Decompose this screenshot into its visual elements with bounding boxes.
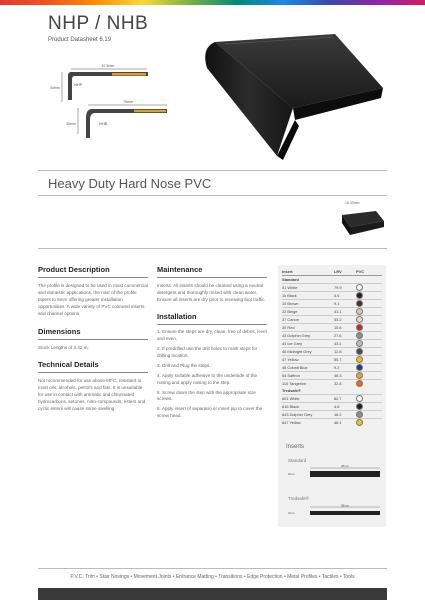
- group-label: Tredsafe®: [282, 387, 301, 393]
- maintenance-text: Inserts. All inserts should be cleaned using a neutral detergent and thoroughly rinsed with clean water. Ensure all inserts are dry prior to receiving foot traffic.: [157, 283, 266, 303]
- insert-lrv: 18.2: [334, 411, 342, 417]
- divider: [38, 195, 387, 196]
- technical-title: Technical Details: [38, 360, 148, 373]
- tredsafe-insert-label: Tredsafe®: [288, 496, 309, 501]
- nhb-label: NHB: [99, 121, 108, 126]
- color-swatch: [356, 403, 363, 410]
- table-row: [282, 418, 382, 426]
- insert-lrv: 9.1: [334, 300, 340, 306]
- maintenance-title: Maintenance: [157, 265, 267, 278]
- footer-links: P.V.C. Trim • Stair Nosings • Movement Joints • Entrance Matting • Transitions • Edge Protection • Metal Profiles • Tactiles • Tools: [70, 574, 355, 580]
- color-swatch: [356, 324, 363, 331]
- table-row: [282, 394, 382, 402]
- technical-text: Not recommended for use above 60ºC, resistant to most oils, alcohols, petrol's and fats. It is unsuitable for use in contact with aromatic and chlorinated hydrocarbons, ketones, nitro-compounds, esters and cyclic esters will cause some swelling.: [38, 377, 146, 412]
- installation-step: 2. If predrilled use the drill holes to mark steps for drilling location.: [157, 346, 258, 358]
- table-row: [282, 379, 382, 387]
- table-row: [282, 402, 382, 410]
- insert-name: 601 White: [282, 395, 300, 401]
- insert-lrv: 4.6: [334, 292, 340, 298]
- color-swatch: [356, 292, 363, 299]
- standard-insert-label: Standard: [288, 458, 307, 463]
- insert-name: 54 Saffron: [282, 372, 300, 378]
- table-row: [282, 331, 382, 339]
- insert-lrv: 4.8: [334, 403, 340, 409]
- table-row: [282, 323, 382, 331]
- nhp-insert-strip: [112, 73, 146, 76]
- installation-step: 5. Screw down the step with the appropriate size screws.: [157, 389, 256, 402]
- description-text: The profile is designed to be used in most commercial and domestic applications, the nosr of the profile tapers to 5mm offering greater installation opportunities. A wide variety of PVC coloured inserts and channel options.: [38, 283, 148, 317]
- insert-lrv: 46.3: [334, 372, 342, 378]
- footer-bar: [38, 588, 387, 600]
- profile-diagram: [44, 62, 174, 142]
- color-swatch: [356, 308, 363, 315]
- nhb-insert-strip: [134, 110, 166, 112]
- insert-name: 1k Black: [282, 292, 297, 298]
- standard-height-label: 6mm: [288, 472, 295, 476]
- installation-steps: [157, 329, 267, 420]
- standard-insert-shape: [310, 471, 380, 477]
- insert-name: 48 Cobalt Blue: [282, 364, 308, 370]
- tredsafe-insert-diagram: [284, 504, 384, 518]
- insert-lrv: 12.8: [334, 348, 342, 354]
- color-swatch: [356, 316, 363, 323]
- insert-name: 616 Black: [282, 403, 300, 409]
- group-label: Standard: [282, 276, 299, 282]
- table-row: [282, 347, 382, 355]
- color-swatch: [356, 372, 363, 379]
- inserts-panel: [278, 265, 386, 527]
- standard-insert-diagram: [284, 464, 384, 480]
- insert-name: 30 Red: [282, 324, 295, 330]
- dimensions-title: Dimensions: [38, 327, 148, 340]
- description-title: Product Description: [38, 265, 148, 278]
- installation-step: 3. Drill and Plug the steps.: [157, 362, 211, 368]
- insert-name: 37 Canoe: [282, 316, 299, 322]
- table-row: [282, 371, 382, 379]
- installation-title: Installation: [157, 312, 267, 325]
- table-row: [282, 315, 382, 323]
- rainbow-stripe: [0, 0, 425, 5]
- color-swatch: [356, 348, 363, 355]
- insert-lrv: 79.9: [334, 284, 342, 290]
- table-group-row: [282, 387, 382, 395]
- insert-name: 647 Yellow: [282, 419, 301, 425]
- insert-name: 43 Dolphin Grey: [282, 332, 311, 338]
- tredsafe-insert-shape: [310, 511, 380, 515]
- nhb-height-label: 30mm: [66, 122, 76, 126]
- insert-lrv: 41.1: [334, 308, 342, 314]
- color-swatch: [356, 332, 363, 339]
- product-thumbnail: [338, 203, 386, 239]
- nhp-label: NHP: [74, 82, 83, 87]
- divider: [38, 170, 387, 171]
- table-row: [282, 291, 382, 299]
- table-row: [282, 299, 382, 307]
- insert-lrv: 43.1: [334, 340, 342, 346]
- color-swatch: [356, 300, 363, 307]
- table-row: [282, 283, 382, 291]
- table-group-row: [282, 275, 382, 283]
- dimensions-text: Stock Lengths of 3.22 m.: [38, 344, 89, 350]
- col-header-lrv: LRV: [334, 269, 342, 275]
- insert-lrv: 55.7: [334, 356, 342, 362]
- tredsafe-height-label: 3mm: [288, 511, 295, 515]
- insert-name: 44 Ice Grey: [282, 340, 303, 346]
- nhp-width-label: 87.5mm: [101, 64, 115, 68]
- insert-name: 22 Beige: [282, 308, 298, 314]
- inserts-table: [282, 269, 382, 426]
- middle-column: [157, 265, 267, 423]
- table-row: [282, 410, 382, 418]
- color-swatch: [356, 395, 363, 402]
- page-title: NHP / NHB: [48, 13, 149, 34]
- nhp-height-label: 34mm: [50, 86, 60, 90]
- tredsafe-width-label: 38mm: [340, 504, 350, 508]
- col-header-insert: Insert: [282, 269, 293, 275]
- installation-step: 6. Apply insert (if separate) or insert pip to cover the screw head.: [157, 406, 263, 419]
- table-row: [282, 355, 382, 363]
- left-column: [38, 265, 148, 412]
- color-swatch: [356, 340, 363, 347]
- color-swatch: [356, 284, 363, 291]
- insert-name: 46 Midnight Grey: [282, 348, 312, 354]
- table-row: [282, 363, 382, 371]
- installation-step: 1. Ensure the steps are dry, clean, free of debris, level and even.: [157, 329, 267, 342]
- table-row: [282, 307, 382, 315]
- color-swatch: [356, 411, 363, 418]
- divider: [38, 248, 387, 249]
- insert-name: 01 White: [282, 284, 298, 290]
- insert-lrv: 32.8: [334, 380, 342, 386]
- nhb-width-label: 75mm: [123, 100, 133, 104]
- insert-lrv: 46.1: [334, 419, 342, 425]
- insert-lrv: 53.2: [334, 316, 342, 322]
- insert-name: 110 Tangerine: [282, 380, 307, 386]
- product-heading: Heavy Duty Hard Nose PVC: [48, 176, 212, 191]
- color-swatch: [356, 380, 363, 387]
- datasheet-number: Product Datasheet 6.19: [48, 37, 112, 43]
- installation-step: 4. Apply suitable adhesive to the underside of the nosing and apply nosing to the step.: [157, 372, 258, 385]
- col-header-pvc: PVC: [356, 269, 364, 275]
- color-swatch: [356, 364, 363, 371]
- table-row: [282, 339, 382, 347]
- insert-name: 47 Yellow: [282, 356, 299, 362]
- divider: [38, 568, 387, 569]
- insert-name: 643 Dolphin Grey: [282, 411, 313, 417]
- thumb-caption: 16.30mm: [345, 201, 360, 205]
- insert-lrv: 10.6: [334, 324, 342, 330]
- insert-name: 10 Brown: [282, 300, 299, 306]
- color-swatch: [356, 356, 363, 363]
- insert-lrv: 27.6: [334, 332, 342, 338]
- standard-width-label: 28mm: [340, 464, 350, 468]
- inserts-heading: Inserts: [286, 444, 305, 450]
- insert-lrv: 9.2: [334, 364, 340, 370]
- insert-lrv: 82.7: [334, 395, 342, 401]
- color-swatch: [356, 419, 363, 426]
- product-photo: [195, 28, 385, 168]
